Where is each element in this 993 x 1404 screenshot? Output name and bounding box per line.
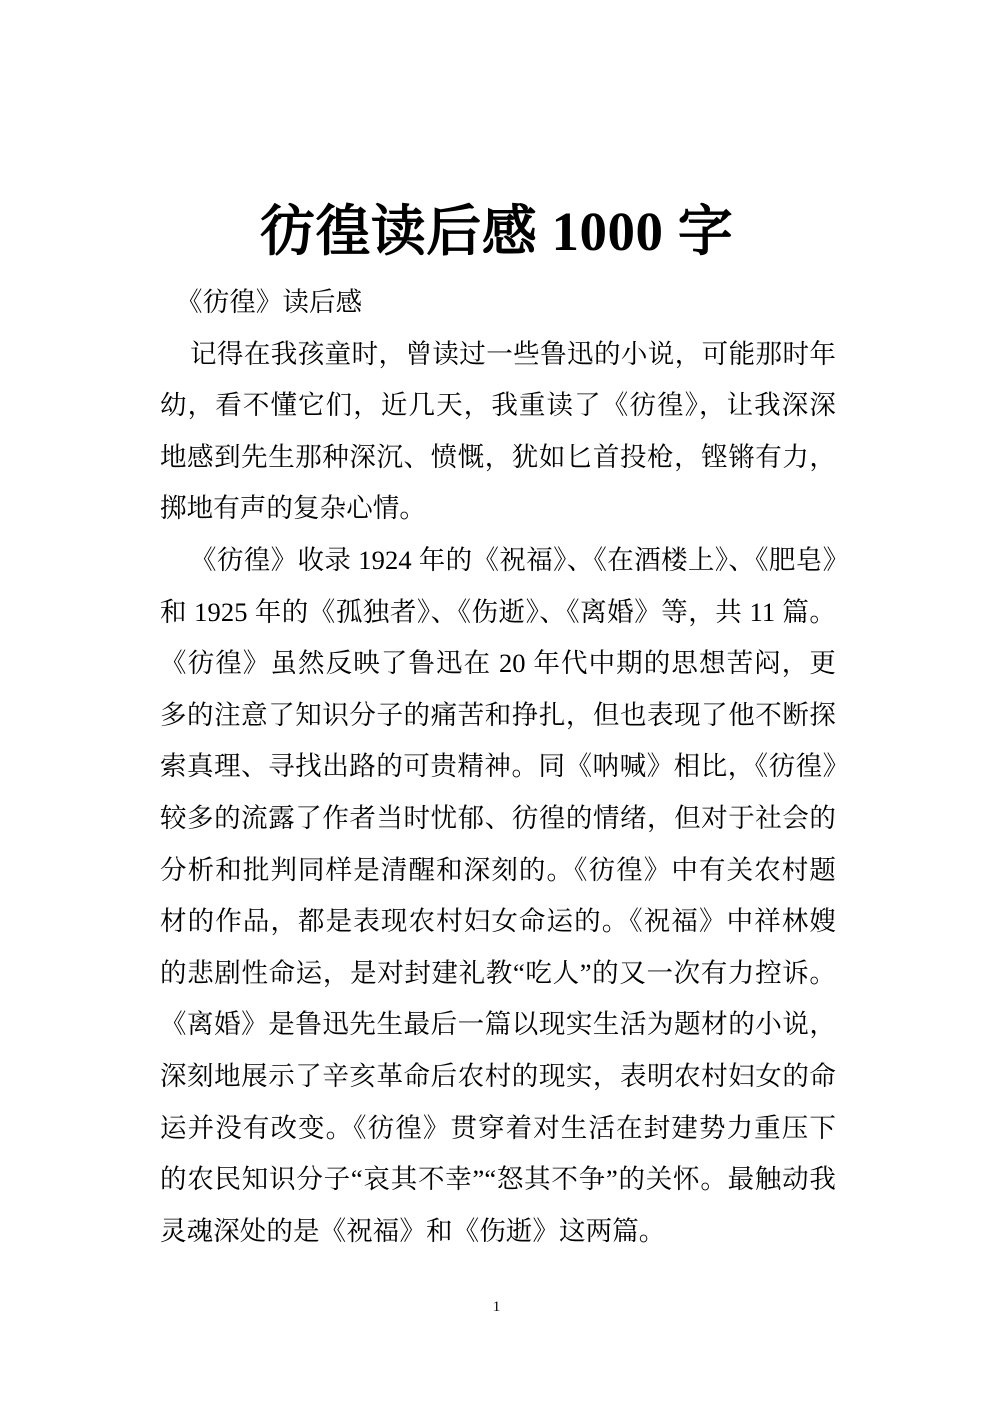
page-title: 彷徨读后感 1000 字 (259, 200, 734, 262)
page-number: 1 (492, 1299, 501, 1315)
paragraph-subtitle: 《彷徨》读后感 (176, 287, 363, 317)
paragraph-1: 记得在我孩童时，曾读过一些鲁迅的小说，可能那时年幼，看不懂它们，近几天，我重读了《彷徨》，让我深深地感到先生那种深沉、愤慨，犹如匕首投枪，铿锵有力，掷地有声的复杂心情。 (160, 338, 836, 524)
paragraph-2: 《彷徨》收录 1924 年的《祝福》、《在酒楼上》、《肥皂》和 1925 年的《孤独者》、《伤逝》、《离婚》等，共 11 篇。《彷徨》虽然反映了鲁迅在 20 年代中期的思想苦闷，更多的注意了知识分子的痛苦和挣扎，但也表现了他不断探索真理、寻找出路的可贵精神。同《呐喊》相比，《彷徨》较多的流露了作者当时忧郁、彷徨的情绪，但对于社会的分析和批判同样是清醒和深刻的。《彷徨》中有关农村题材的作品，都是表现农村妇女命运的。《祝福》中祥林嫂的悲剧性命运，是对封建礼教“吃人”的又一次有力控诉。《离婚》是鲁迅先生最后一篇以现实生活为题材的小说，深刻地展示了辛亥革命后农村的现实，表明农村妇女的命运并没有改变。《彷徨》贯穿着对生活在封建势力重压下的农民知识分子“哀其不幸”“怒其不争”的关怀。最触动我灵魂深处的是《祝福》和《伤逝》这两篇。 (160, 544, 836, 1246)
document-body (160, 277, 836, 1257)
